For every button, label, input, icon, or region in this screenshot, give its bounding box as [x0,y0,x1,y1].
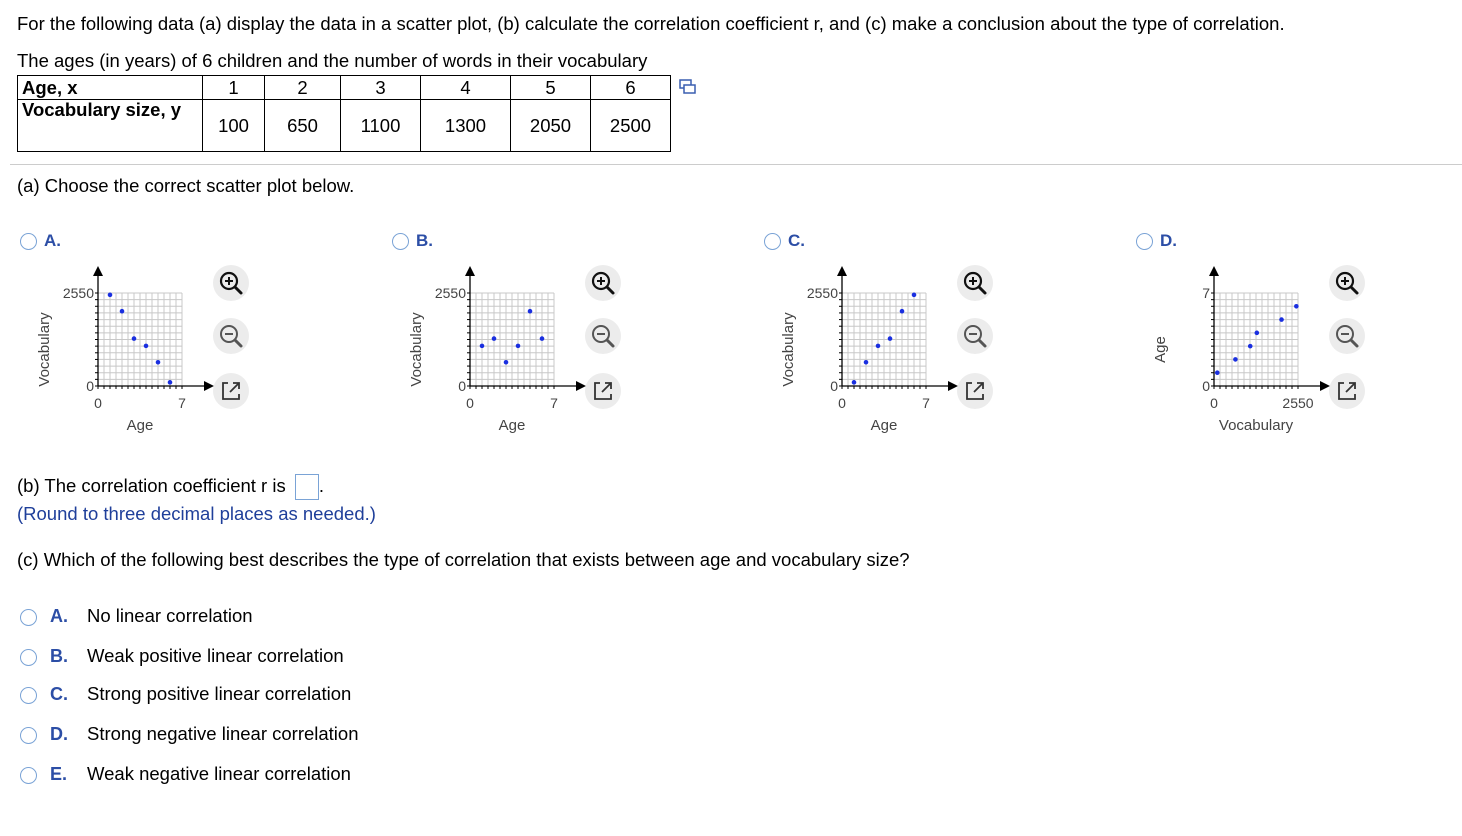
zoom-out-icon[interactable] [1329,318,1365,354]
choice-letter: C. [50,684,68,704]
y-tick-label-min: 0 [86,378,94,394]
scatter-plot [0,225,372,440]
correlation-choice-e[interactable] [20,763,440,789]
data-point [540,336,545,341]
data-point [876,344,881,349]
zoom-in-icon[interactable] [957,265,993,301]
radio-button[interactable] [20,767,37,784]
option-letter: A. [44,231,61,250]
y-tick-label-max: 2550 [806,285,838,301]
expand-icon[interactable] [1329,373,1365,409]
data-point [120,309,125,314]
data-point [912,293,917,298]
table-caption: The ages (in years) of 6 children and the number of words in their vocabulary [17,50,648,71]
y-axis-label: Vocabulary [408,312,425,387]
part-c-prompt: (c) Which of the following best describes the type of correlation that exists between age and vocabulary size? [17,549,910,570]
scatter-option-c[interactable] [744,225,1116,440]
choice-label: Weak negative linear correlation [87,763,351,784]
x-axis-label: Vocabulary [1218,417,1294,434]
y-tick-label-max: 2550 [434,285,466,301]
y-axis-label: Vocabulary [780,312,797,387]
expand-icon[interactable] [585,373,621,409]
option-letter: B. [416,231,433,250]
zoom-out-icon[interactable] [213,318,249,354]
age-cell: 3 [341,76,421,100]
age-cell: 1 [203,76,265,100]
y-tick-label-min: 0 [1202,378,1210,394]
scatter-plot [1116,225,1462,440]
radio-button[interactable] [20,609,37,626]
choice-letter: D. [50,724,68,744]
data-point [516,344,521,349]
data-point [168,380,173,385]
data-point [1255,331,1260,336]
radio-button[interactable] [20,687,37,704]
data-point [864,360,869,365]
data-table [17,75,671,152]
y-tick-label-max: 2550 [62,285,94,301]
x-tick-label-max: 2550 [1282,395,1314,411]
y-tick-label-max: 7 [1202,285,1210,301]
question-intro: For the following data (a) display the data in a scatter plot, (b) calculate the correlation coefficient r, and (c) make a conclusion about the type of correlation. [17,13,1285,34]
radio-button[interactable] [20,649,37,666]
data-point [528,309,533,314]
vocab-cell: 1300 [421,100,511,152]
data-point [480,344,485,349]
choice-label: Weak positive linear correlation [87,645,344,666]
scatter-plot [744,225,1116,440]
data-point [492,336,497,341]
y-axis-label: Vocabulary [36,312,53,387]
option-letter: C. [788,231,805,250]
part-b-text: (b) The correlation coefficient r is [17,474,286,496]
zoom-in-icon[interactable] [1329,265,1365,301]
scatter-plot [372,225,744,440]
radio-button[interactable] [20,727,37,744]
vocab-cell: 2500 [591,100,671,152]
x-tick-label-min: 0 [838,395,846,411]
y-axis-arrow [1209,266,1219,276]
data-point [156,360,161,365]
x-tick-label-min: 0 [466,395,474,411]
y-axis-arrow [465,266,475,276]
choice-letter: E. [50,764,68,784]
scatter-option-d[interactable] [1116,225,1462,440]
data-point [900,309,905,314]
data-point [1215,370,1220,375]
y-tick-label-min: 0 [458,378,466,394]
choice-letter: B. [50,646,68,666]
data-point [144,344,149,349]
data-point [1233,357,1238,362]
x-axis-label: Age [126,417,154,434]
vocab-header: Vocabulary size, y [18,100,203,152]
data-point [504,360,509,365]
x-tick-label-min: 0 [94,395,102,411]
correlation-answer-input[interactable] [295,474,319,500]
data-point [1248,344,1253,349]
data-point [108,293,113,298]
x-tick-label-max: 7 [922,395,930,411]
vocab-cell: 1100 [341,100,421,152]
data-point [1279,317,1284,322]
scatter-option-a[interactable] [0,225,372,440]
zoom-in-icon[interactable] [585,265,621,301]
y-tick-label-min: 0 [830,378,838,394]
copy-table-icon[interactable] [679,79,697,100]
age-cell: 2 [265,76,341,100]
age-cell: 5 [511,76,591,100]
age-cell: 6 [591,76,671,100]
zoom-in-icon[interactable] [213,265,249,301]
section-divider [10,164,1462,165]
vocab-cell: 2050 [511,100,591,152]
part-b-period: . [318,474,324,496]
correlation-choice-d[interactable] [20,723,440,749]
scatter-option-b[interactable] [372,225,744,440]
part-a-prompt: (a) Choose the correct scatter plot below. [17,175,355,196]
data-point [1294,304,1299,309]
age-cell: 4 [421,76,511,100]
x-axis-label: Age [498,417,526,434]
expand-icon[interactable] [957,373,993,409]
correlation-choice-b[interactable] [20,645,440,671]
rounding-note: (Round to three decimal places as needed.) [17,503,376,524]
data-point [888,336,893,341]
data-point [852,380,857,385]
y-axis-arrow [93,266,103,276]
x-tick-label-max: 7 [550,395,558,411]
part-b-prompt [17,474,324,500]
choice-letter: A. [50,606,68,626]
correlation-choice-a[interactable] [20,605,440,631]
zoom-out-icon[interactable] [957,318,993,354]
choice-label: No linear correlation [87,605,253,626]
x-tick-label-min: 0 [1210,395,1218,411]
expand-icon[interactable] [213,373,249,409]
y-axis-label: Age [1152,336,1169,363]
x-axis-label: Age [870,417,898,434]
choice-label: Strong positive linear correlation [87,683,352,704]
age-header: Age, x [18,76,203,100]
zoom-out-icon[interactable] [585,318,621,354]
x-tick-label-max: 7 [178,395,186,411]
option-letter: D. [1160,231,1177,250]
correlation-choice-c[interactable] [20,683,440,709]
y-axis-arrow [837,266,847,276]
vocab-cell: 650 [265,100,341,152]
data-point [132,336,137,341]
choice-label: Strong negative linear correlation [87,723,359,744]
vocab-cell: 100 [203,100,265,152]
